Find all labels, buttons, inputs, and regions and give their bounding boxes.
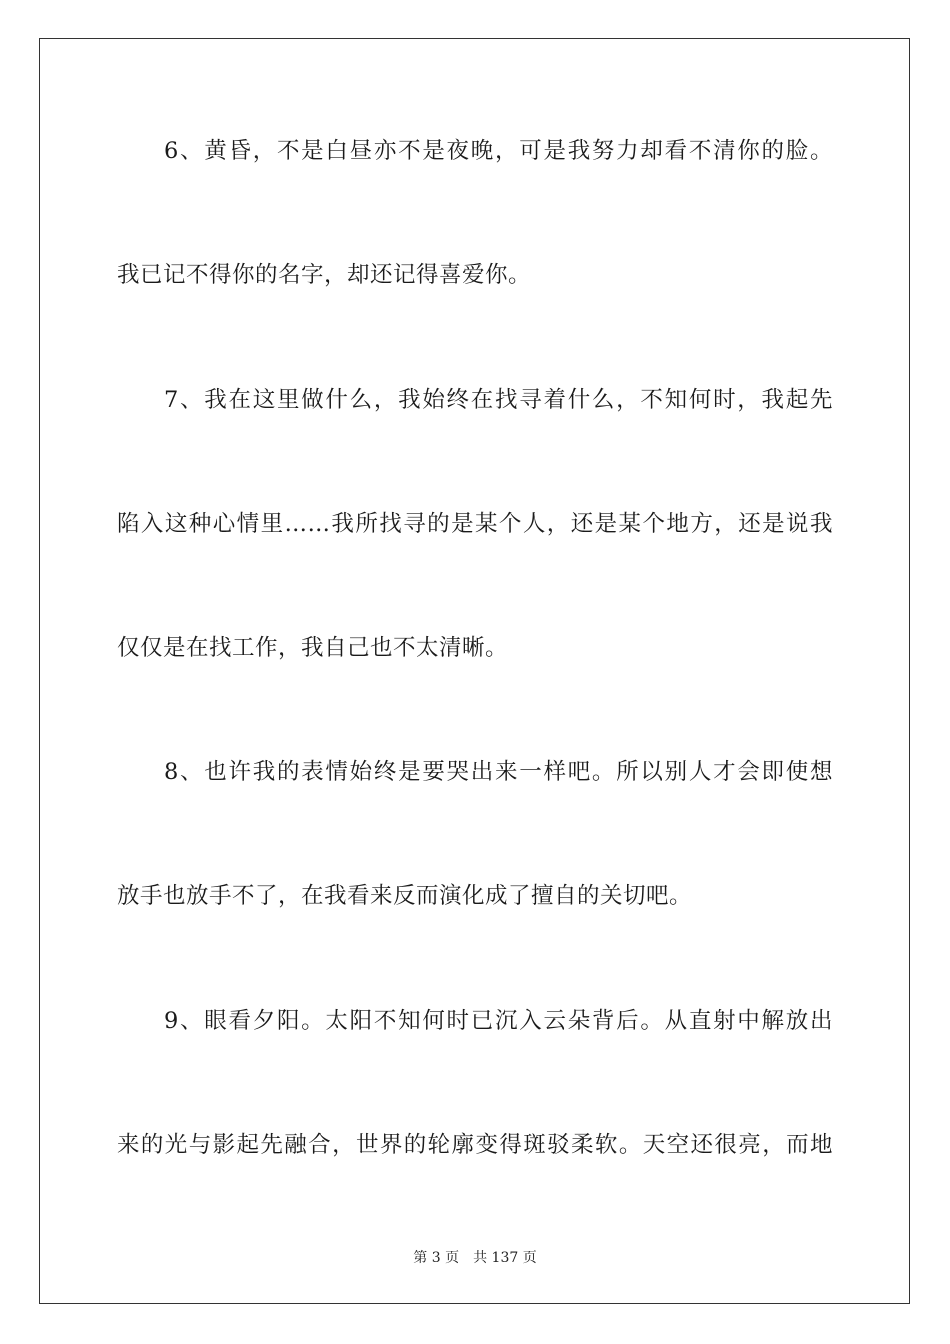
- paragraph-6-line-2: 我已记不得你的名字，却还记得喜爱你。: [117, 262, 532, 288]
- paragraph-8-line-2: 放手也放手不了，在我看来反而演化成了擅自的关切吧。: [117, 883, 693, 909]
- paragraph-9-line-1: 9、眼看夕阳。太阳不知何时已沉入云朵背后。从直射中解放出: [164, 1008, 833, 1034]
- page-border: [39, 38, 910, 1304]
- paragraph-7-line-2: 陷入这种心情里……我所找寻的是某个人，还是某个地方，还是说我: [117, 511, 833, 537]
- page-footer: [0, 1249, 950, 1267]
- paragraph-7-line-1: 7、我在这里做什么，我始终在找寻着什么，不知何时，我起先: [164, 387, 833, 413]
- page-number: 第 3 页: [413, 1250, 460, 1266]
- paragraph-6-line-1: 6、黄昏，不是白昼亦不是夜晚，可是我努力却看不清你的脸。: [164, 138, 833, 164]
- total-pages: 共 137 页: [473, 1250, 537, 1266]
- paragraph-7-line-3: 仅仅是在找工作，我自己也不太清晰。: [117, 635, 509, 661]
- paragraph-9-line-2: 来的光与影起先融合，世界的轮廓变得斑驳柔软。天空还很亮，而地: [117, 1132, 833, 1158]
- paragraph-8-line-1: 8、也许我的表情始终是要哭出来一样吧。所以别人才会即使想: [164, 759, 833, 785]
